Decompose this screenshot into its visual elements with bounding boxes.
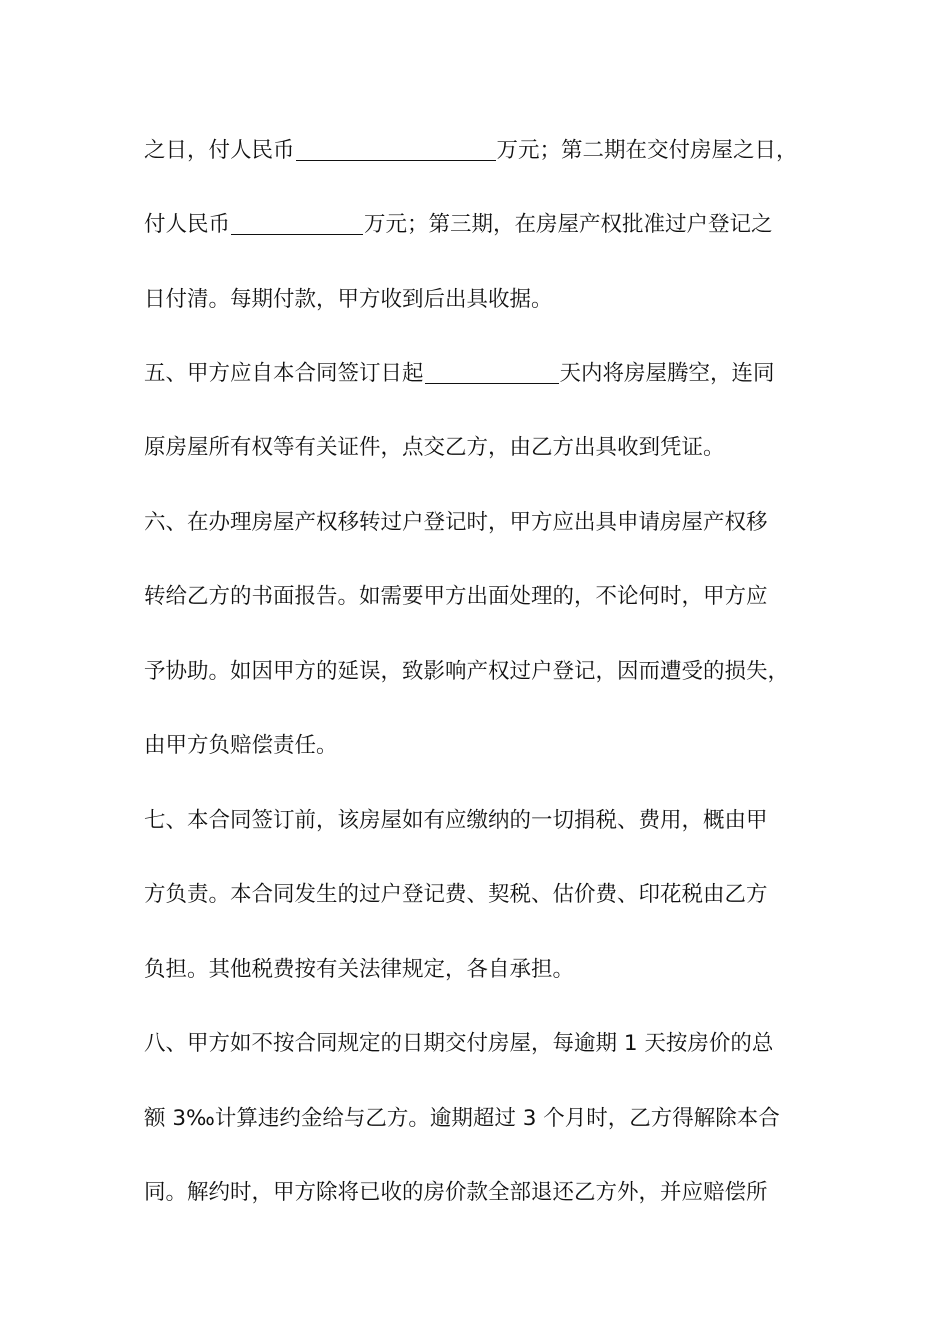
text-line-11 bbox=[144, 875, 834, 915]
text-segment: 方负责。本合同发生的过户登记费、契税、估价费、印花税由乙方 bbox=[144, 882, 768, 907]
text-segment: 六、在办理房屋产权移转过户登记时，甲方应出具申请房屋产权移 bbox=[144, 510, 768, 535]
text-line-13 bbox=[144, 1024, 834, 1064]
text-line-3 bbox=[144, 280, 834, 320]
text-segment: 五、甲方应自本合同签订日起 bbox=[144, 361, 424, 386]
text-line-9 bbox=[144, 726, 834, 766]
text-segment: 付人民币 bbox=[144, 212, 231, 237]
text-line-7 bbox=[144, 577, 834, 617]
text-segment: 日付清。每期付款，甲方收到后出具收据。 bbox=[144, 287, 553, 312]
text-line-1 bbox=[144, 131, 834, 171]
text-line-10 bbox=[144, 801, 834, 841]
text-line-5 bbox=[144, 428, 834, 468]
blank-amount-second bbox=[231, 210, 363, 235]
text-segment: 额 3‰计算违约金给与乙方。逾期超过 3 个月时，乙方得解除本合 bbox=[144, 1106, 780, 1131]
blank-days bbox=[425, 359, 559, 384]
text-line-2 bbox=[144, 205, 834, 245]
text-segment: 万元；第三期，在房屋产权批准过户登记之 bbox=[364, 212, 773, 237]
text-line-15 bbox=[144, 1173, 834, 1213]
text-segment: 七、本合同签订前，该房屋如有应缴纳的一切捐税、费用，概由甲 bbox=[144, 808, 768, 833]
text-segment: 原房屋所有权等有关证件，点交乙方，由乙方出具收到凭证。 bbox=[144, 435, 725, 460]
text-line-6 bbox=[144, 503, 834, 543]
text-segment: 由甲方负赔偿责任。 bbox=[144, 733, 338, 758]
text-segment: 万元；第二期在交付房屋之日， bbox=[496, 138, 798, 163]
text-line-4 bbox=[144, 354, 834, 394]
text-segment: 同。解约时，甲方除将已收的房价款全部退还乙方外，并应赔偿所 bbox=[144, 1180, 768, 1205]
text-segment: 负担。其他税费按有关法律规定，各自承担。 bbox=[144, 957, 575, 982]
text-segment: 之日，付人民币 bbox=[144, 138, 295, 163]
text-line-12 bbox=[144, 950, 834, 990]
text-line-14 bbox=[144, 1099, 834, 1139]
blank-amount-first bbox=[296, 136, 496, 161]
text-line-8 bbox=[144, 652, 834, 692]
text-segment: 八、甲方如不按合同规定的日期交付房屋，每逾期 1 天按房价的总 bbox=[144, 1031, 774, 1056]
text-segment: 天内将房屋腾空，连同 bbox=[559, 361, 775, 386]
text-segment: 予协助。如因甲方的延误，致影响产权过户登记，因而遭受的损失， bbox=[144, 659, 790, 684]
text-segment: 转给乙方的书面报告。如需要甲方出面处理的，不论何时，甲方应 bbox=[144, 584, 768, 609]
